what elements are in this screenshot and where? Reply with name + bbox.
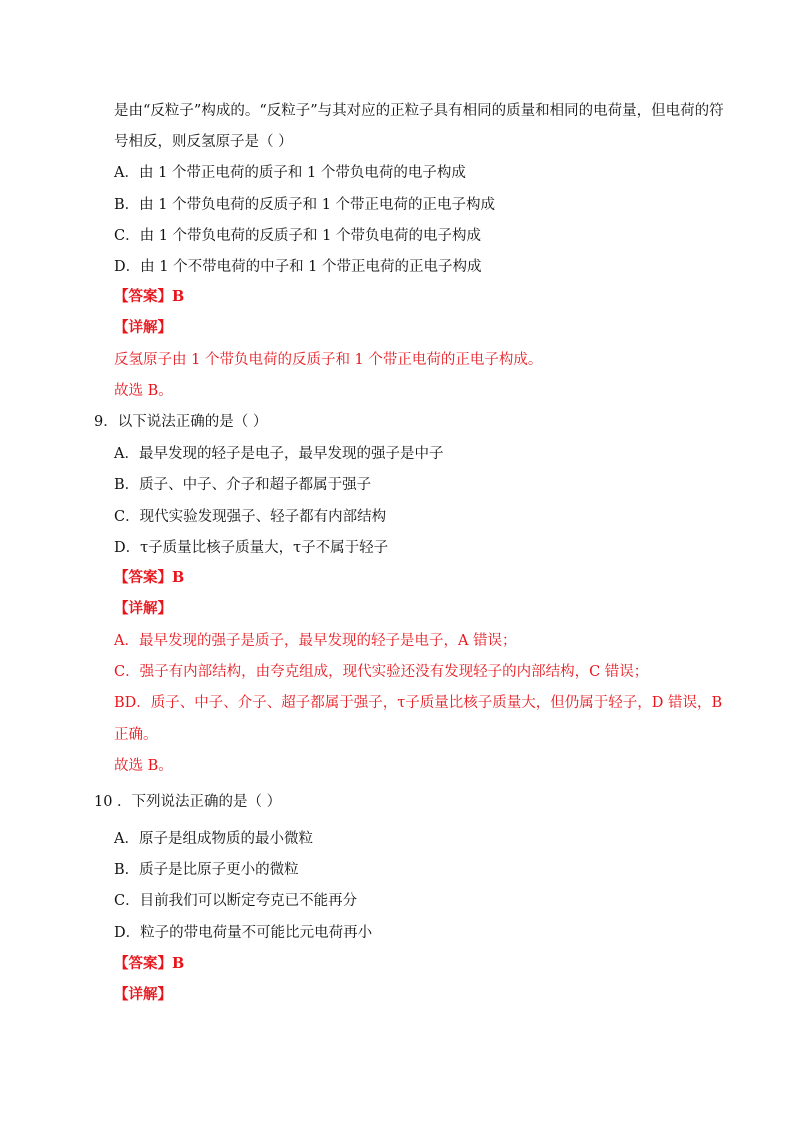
q10-stem: 10 ．下列说法正确的是（ ） bbox=[94, 794, 282, 810]
q9-option-d: D．τ子质量比核子质量大，τ子不属于轻子 bbox=[114, 540, 389, 556]
q8-option-d: D．由 1 个不带电荷的中子和 1 个带正电荷的正电子构成 bbox=[114, 259, 482, 275]
q8-detail-label: 【详解】 bbox=[114, 319, 172, 336]
q10-option-c: C．目前我们可以断定夸克已不能再分 bbox=[114, 893, 358, 909]
q9-option-a: A．最早发现的轻子是电子，最早发现的强子是中子 bbox=[114, 446, 444, 462]
q8-option-b: B．由 1 个带负电荷的反质子和 1 个带正电荷的正电子构成 bbox=[114, 197, 496, 213]
q8-stem-line-2: 号相反，则反氢原子是（ ） bbox=[114, 134, 293, 150]
q10-option-a: A．原子是组成物质的最小微粒 bbox=[114, 831, 313, 847]
q9-explanation-line-1: A．最早发现的强子是质子，最早发现的轻子是电子，A 错误； bbox=[114, 633, 517, 649]
q9-stem: 9．以下说法正确的是（ ） bbox=[94, 414, 268, 430]
q8-option-a: A．由 1 个带正电荷的质子和 1 个带负电荷的电子构成 bbox=[114, 165, 466, 181]
q8-answer: 【答案】B bbox=[114, 288, 185, 305]
q10-answer: 【答案】B bbox=[114, 955, 185, 972]
q9-answer: 【答案】B bbox=[114, 569, 185, 586]
q10-option-d: D．粒子的带电荷量不可能比元电荷再小 bbox=[114, 925, 373, 941]
q9-explanation-line-5: 故选 B。 bbox=[114, 758, 173, 774]
q10-detail-label: 【详解】 bbox=[114, 986, 172, 1003]
q8-explanation-line-2: 故选 B。 bbox=[114, 383, 173, 399]
q9-explanation-line-2: C．强子有内部结构，由夸克组成，现代实验还没有发现轻子的内部结构，C 错误； bbox=[114, 664, 649, 680]
q10-option-b: B．质子是比原子更小的微粒 bbox=[114, 862, 299, 878]
q9-detail-label: 【详解】 bbox=[114, 600, 172, 617]
q8-explanation-line-1: 反氢原子由 1 个带负电荷的反质子和 1 个带正电荷的正电子构成。 bbox=[114, 352, 543, 368]
q9-explanation-line-3: BD．质子、中子、介子、超子都属于强子，τ子质量比核子质量大，但仍属于轻子，D 错误，B bbox=[114, 695, 723, 711]
q9-option-b: B．质子、中子、介子和超子都属于强子 bbox=[114, 477, 372, 493]
q9-option-c: C．现代实验发现强子、轻子都有内部结构 bbox=[114, 509, 387, 525]
q8-stem-line-1: 是由“反粒子”构成的。“反粒子”与其对应的正粒子具有相同的质量和相同的电荷量，但电荷的符 bbox=[114, 103, 724, 119]
q8-option-c: C．由 1 个带负电荷的反质子和 1 个带负电荷的电子构成 bbox=[114, 228, 481, 244]
q9-explanation-line-4: 正确。 bbox=[114, 727, 158, 743]
